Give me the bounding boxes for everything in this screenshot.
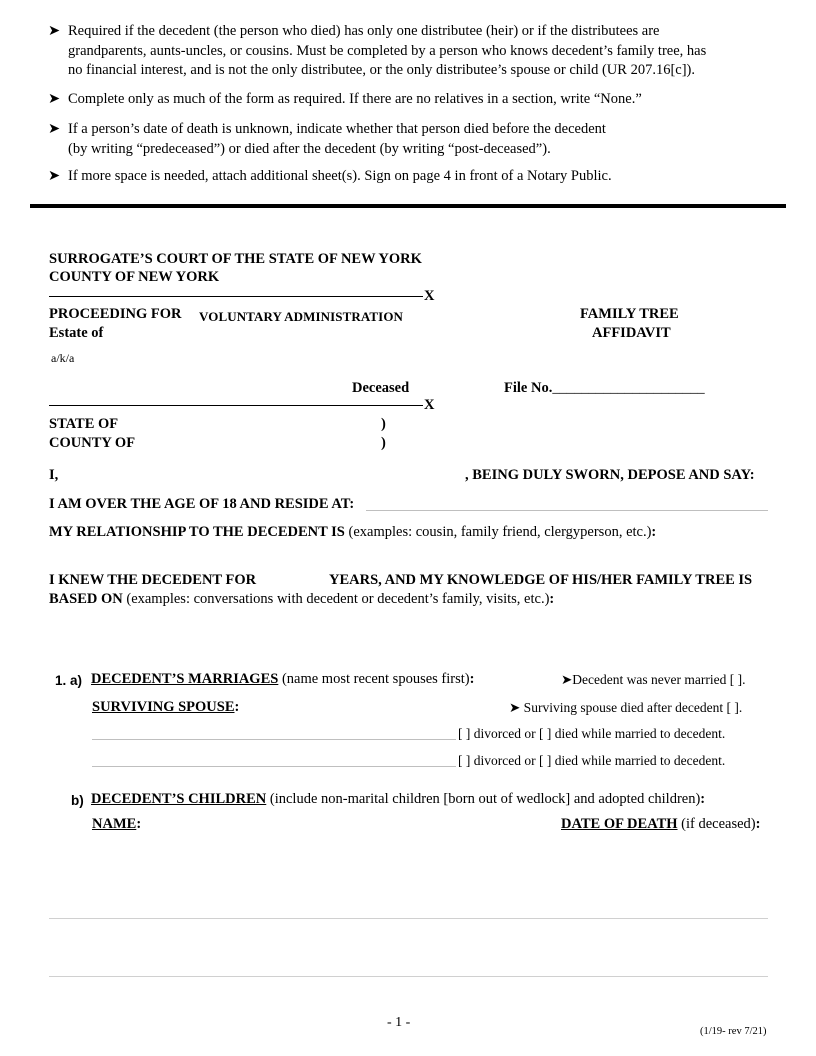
residence-label: I AM OVER THE AGE OF 18 AND RESIDE AT: bbox=[49, 496, 355, 512]
arrow-icon: ➤ bbox=[48, 91, 61, 107]
relationship-label: MY RELATIONSHIP TO THE DECEDENT IS bbox=[49, 524, 345, 540]
caption-rule-top bbox=[49, 296, 423, 297]
surviving-spouse-heading: SURVIVING SPOUSE: bbox=[92, 699, 240, 715]
instruction-text: no financial interest, and is not the only distributee, or the only distributee’s spouse or child (UR 207.16[c]). bbox=[68, 62, 695, 78]
spouse-name-field[interactable] bbox=[92, 766, 456, 767]
county-name: COUNTY OF NEW YORK bbox=[49, 269, 220, 285]
county-of-label: COUNTY OF bbox=[49, 435, 136, 451]
section-1b-number: b) bbox=[71, 793, 84, 808]
instruction-text: (by writing “predeceased”) or died after the decedent (by writing “post-deceased”). bbox=[68, 140, 551, 157]
date-of-death-heading: DATE OF DEATH (if deceased): bbox=[561, 816, 761, 832]
state-of-label: STATE OF bbox=[49, 416, 119, 432]
name-column-heading: NAME: bbox=[92, 816, 142, 832]
child-entry-line[interactable] bbox=[49, 976, 768, 977]
name-label: NAME bbox=[92, 816, 137, 832]
duly-sworn-text: , BEING DULY SWORN, DEPOSE AND SAY: bbox=[465, 467, 755, 483]
revision-code: (1/19- rev 7/21) bbox=[700, 1026, 767, 1037]
venue-paren: ) bbox=[381, 435, 386, 451]
knew-label-b: YEARS, AND MY KNOWLEDGE OF HIS/HER FAMILY TREE IS bbox=[329, 572, 753, 588]
proceeding-label: PROCEEDING FOR bbox=[49, 306, 182, 322]
based-on-examples: (examples: conversations with decedent or decedent’s family, visits, etc.) bbox=[122, 591, 550, 607]
estate-of-label: Estate of bbox=[49, 325, 104, 341]
instruction-text: Required if the decedent (the person who died) has only one distributee (heir) or if the distributees are bbox=[68, 23, 660, 39]
page-number: - 1 - bbox=[387, 1015, 411, 1030]
child-entry-line[interactable] bbox=[49, 918, 768, 919]
doc-title-line1: FAMILY TREE bbox=[580, 306, 679, 322]
instruction-text: grandparents, aunts-uncles, or cousins. Must be completed by a person who knows decedent’s family tree, has bbox=[68, 42, 707, 59]
spouse-status-option[interactable]: [ ] divorced or [ ] died while married to decedent. bbox=[458, 753, 726, 768]
section-1a-number: 1. a) bbox=[55, 673, 83, 688]
marriages-label: DECEDENT’S MARRIAGES bbox=[91, 671, 279, 687]
based-on-line: BASED ON (examples: conversations with decedent or decedent’s family, visits, etc.): bbox=[49, 591, 555, 607]
doc-title-line2: AFFIDAVIT bbox=[592, 325, 671, 341]
section-divider bbox=[30, 204, 786, 208]
marriages-heading: DECEDENT’S MARRIAGES (name most recent spouses first): bbox=[91, 671, 475, 687]
relationship-line: MY RELATIONSHIP TO THE DECEDENT IS (examples: cousin, family friend, clergyperson, etc.): bbox=[49, 524, 657, 540]
instruction-text: If a person’s date of death is unknown, indicate whether that person died before the decedent bbox=[68, 121, 606, 137]
caption-x-bottom: X bbox=[424, 397, 435, 413]
proceeding-type: VOLUNTARY ADMINISTRATION bbox=[199, 309, 404, 324]
date-of-death-note: (if deceased) bbox=[677, 816, 756, 832]
instruction-text: Complete only as much of the form as required. If there are no relatives in a section, write “None.” bbox=[68, 91, 642, 107]
file-no-label: File No._____________________ bbox=[504, 380, 705, 396]
spouse-name-field[interactable] bbox=[92, 739, 456, 740]
instruction-4 bbox=[48, 167, 612, 187]
deceased-label: Deceased bbox=[352, 380, 410, 396]
caption-rule-bottom bbox=[49, 405, 423, 406]
children-heading: DECEDENT’S CHILDREN (include non-marital children [born out of wedlock] and adopted children): bbox=[91, 791, 706, 807]
instruction-2 bbox=[48, 90, 642, 110]
marriages-note: (name most recent spouses first) bbox=[278, 671, 470, 687]
children-label: DECEDENT’S CHILDREN bbox=[91, 791, 267, 807]
surviving-spouse-label: SURVIVING SPOUSE bbox=[92, 699, 235, 715]
court-name: SURROGATE’S COURT OF THE STATE OF NEW YORK bbox=[49, 251, 422, 267]
affiant-i-label: I, bbox=[49, 467, 59, 483]
residence-field[interactable] bbox=[366, 510, 768, 511]
arrow-icon: ➤ bbox=[48, 121, 61, 137]
file-no-field[interactable]: _____________________ bbox=[552, 380, 705, 396]
spouse-died-after-option[interactable]: ➤ Surviving spouse died after decedent [ ]. bbox=[509, 700, 743, 715]
based-on-label: BASED ON bbox=[49, 591, 123, 607]
knew-label-a: I KNEW THE DECEDENT FOR bbox=[49, 572, 257, 588]
children-note: (include non-marital children [born out of wedlock] and adopted children) bbox=[266, 791, 701, 807]
relationship-examples: (examples: cousin, family friend, clergyperson, etc.) bbox=[344, 524, 652, 540]
aka-label: a/k/a bbox=[51, 351, 75, 365]
instruction-3 bbox=[48, 120, 606, 159]
arrow-icon: ➤ bbox=[48, 23, 61, 39]
caption-x-top: X bbox=[424, 288, 435, 304]
arrow-icon: ➤ bbox=[48, 168, 61, 184]
instruction-text: If more space is needed, attach additional sheet(s). Sign on page 4 in front of a Notary Public. bbox=[68, 168, 612, 184]
instruction-1 bbox=[48, 22, 706, 81]
venue-paren: ) bbox=[381, 416, 386, 432]
never-married-option[interactable]: ➤Decedent was never married [ ]. bbox=[561, 672, 746, 687]
spouse-status-option[interactable]: [ ] divorced or [ ] died while married to decedent. bbox=[458, 726, 726, 741]
date-of-death-label: DATE OF DEATH bbox=[561, 816, 678, 832]
